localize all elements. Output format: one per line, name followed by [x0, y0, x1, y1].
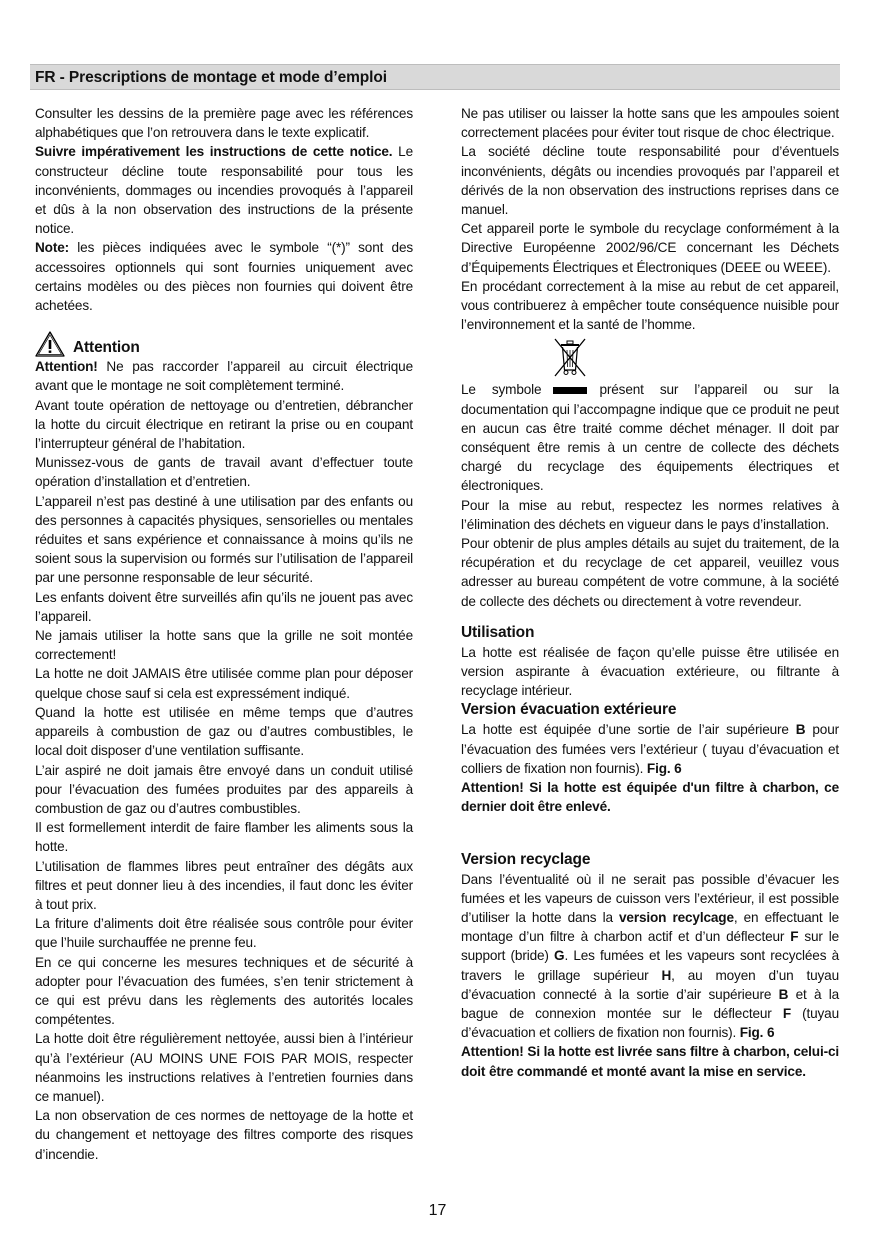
paragraph: La hotte est réalisée de façon qu’elle puisse être utilisée en version aspirante à évacuation extérieure, ou filtrante à recyclage intérieur. — [461, 644, 839, 699]
paragraph: documentation qui l’accompagne indique que ce produit ne peut en aucun cas être traité comme déchet ménager. Il doit par conséquent être remis à un centre de collecte des déchets chargé du recyclage des équipements électriques et électroniques. — [461, 401, 839, 494]
utilisation-heading: Utilisation — [461, 623, 535, 641]
paragraph: L’air aspiré ne doit jamais être envoyé dans un conduit utilisé pour l’évacuation des fumées produites par des appareils à combustion de gaz ou d’autres combustibles. — [35, 762, 413, 816]
paragraph: Cet appareil porte le symbole du recyclage conformément à la Directive Européenne 2002/96/CE concernant les Déchets d’Équipements Électriques et Électroniques (DEEE ou WEEE). — [461, 221, 839, 275]
weee-bar-icon — [553, 387, 587, 394]
recyclage-heading: Version recyclage — [461, 850, 591, 868]
paragraph: En procédant correctement à la mise au rebut de cet appareil, vous contribuerez à empêcher toute conséquence nuisible pour l’environnement et la santé de l’homme. — [461, 278, 839, 333]
paragraph: Ne jamais utiliser la hotte sans que la grille ne soit montée correctement! — [35, 628, 413, 663]
paragraph: Consulter les dessins de la première page avec les références alphabétiques que l’on retrouvera dans le texte explicatif. — [35, 106, 413, 141]
paragraph: Suivre impérativement les instructions de cette notice. Le constructeur décline toute responsabilité pour tous les inconvénients, dommages ou incendies provoqués à l’appareil et dûs à la non observation des instructions de la présente notice. — [35, 144, 413, 237]
paragraph: Note: les pièces indiquées avec le symbole “(*)” sont des accessoires optionnels qui sont fournies uniquement avec certains modèles ou des pièces non fournies qui doivent être achetées. — [35, 240, 413, 314]
attention-title: Attention — [73, 339, 140, 357]
paragraph: Attention! Ne pas raccorder l’appareil au circuit électrique avant que le montage ne soit complètement terminé. — [35, 359, 413, 394]
paragraph: La société décline toute responsabilité pour d’éventuels inconvénients, dégâts ou incendies provoqués par l’appareil et dérivés de la non observation des instructions reprises dans ce manuel. — [461, 144, 839, 218]
paragraph: Pour obtenir de plus amples détails au sujet du traitement, de la récupération et du recyclage de cet appareil, veuillez vous adresser au bureau compétent de votre commune, à la société de collecte des déchets ou directement à votre revendeur. — [461, 536, 839, 609]
paragraph: Avant toute opération de nettoyage ou d’entretien, débrancher la hotte du circuit électrique en retirant la prise ou en coupant l’interrupteur général de l’habitation. — [35, 397, 413, 452]
paragraph: L’appareil n’est pas destiné à une utilisation par des enfants ou des personnes à capacités physiques, sensorielles ou mentales réduites et sans expérience et connaissance à moins qu’ils ne soient sous la supervision ou formés sur l’utilisation de l’appareil par une personne responsable de leur sécurité. — [35, 493, 413, 586]
left-column — [35, 104, 413, 1164]
page-number: 17 — [428, 1202, 447, 1219]
paragraph: Il est formellement interdit de faire flamber les aliments sous la hotte. — [35, 820, 413, 855]
symbol-line: Le symbole présent sur l’appareil ou sur la — [461, 382, 839, 398]
attention-heading — [35, 331, 413, 357]
evacuation-heading: Version évacuation extérieure — [461, 701, 677, 719]
paragraph: Attention! Si la hotte est équipée d'un filtre à charbon, ce dernier doit être enlevé. — [461, 780, 839, 815]
paragraph: Pour la mise au rebut, respectez les normes relatives à l’élimination des déchets en vigueur dans le pays d’installation. — [461, 497, 839, 532]
paragraph: En ce qui concerne les mesures techniques et de sécurité à adopter pour l’évacuation des fumées, s’en tenir strictement à ce qui est prévu dans les règlements des autorités locales compétentes. — [35, 954, 413, 1028]
warning-icon — [35, 331, 65, 357]
paragraph: La hotte doit être régulièrement nettoyée, aussi bien à l’intérieur qu’à l’extérieur (AU MOINS UNE FOIS PAR MOIS, respecter néanmoins les instructions relatives à l’entretien fournies dans ce manuel). — [35, 1031, 413, 1104]
paragraph: La hotte ne doit JAMAIS être utilisée comme plan pour déposer quelque chose sauf si cela est expressément indiqué. — [35, 666, 413, 701]
paragraph: La friture d’aliments doit être réalisée sous contrôle pour éviter que l’huile surchauffée ne prenne feu. — [35, 916, 413, 951]
paragraph: Les enfants doivent être surveillés afin qu’ils ne jouent pas avec l’appareil. — [35, 589, 413, 624]
paragraph: La hotte est équipée d’une sortie de l’air supérieure B pour l’évacuation des fumées vers l’extérieur ( tuyau d’évacuation et colliers de fixation non fournis). Fig. 6 — [461, 722, 840, 776]
paragraph: La non observation de ces normes de nettoyage de la hotte et du changement et nettoyage des filtres comporte des risques d’incendie. — [35, 1108, 413, 1162]
paragraph: Ne pas utiliser ou laisser la hotte sans que les ampoules soient correctement placées pour éviter tout risque de choc électrique. — [461, 106, 839, 141]
paragraph: Quand la hotte est utilisée en même temps que d’autres appareils à combustion de gaz ou d’autres combustibles, le local doit disposer d’une ventilation suffisante. — [35, 704, 413, 759]
paragraph: Attention! Si la hotte est livrée sans filtre à charbon, celui-ci doit être commandé et monté avant la mise en service. — [461, 1044, 839, 1079]
paragraph: L’utilisation de flammes libres peut entraîner des dégâts aux filtres et peut donner lieu à des incendies, il faut donc les éviter à tout prix. — [35, 858, 413, 912]
right-column — [461, 104, 839, 1081]
section-header — [30, 64, 840, 90]
crossed-bin-icon — [552, 336, 588, 378]
section-title: FR - Prescriptions de montage et mode d’emploi — [35, 69, 387, 86]
paragraph: Dans l’éventualité où il ne serait pas possible d’évacuer les fumées et les vapeurs de cuisson vers l’extérieur, il est possible d’utiliser la hotte dans la version recylcage, en effectuant le montage d’un filtre à charbon actif et d’un déflecteur F sur le support (bride) G. Les fumées et les vapeurs sont recyclées à travers le grillage supérieur H, au moyen d’un tuyau d’évacuation connecté à la sortie d’air supérieure B et à la bague de connexion montée sur le déflecteur F (tuyau d’évacuation et colliers de fixation non fournis). Fig. 6 — [461, 871, 840, 1041]
paragraph: Munissez-vous de gants de travail avant d’effectuer toute opération d’installation et d’entretien. — [35, 455, 413, 490]
